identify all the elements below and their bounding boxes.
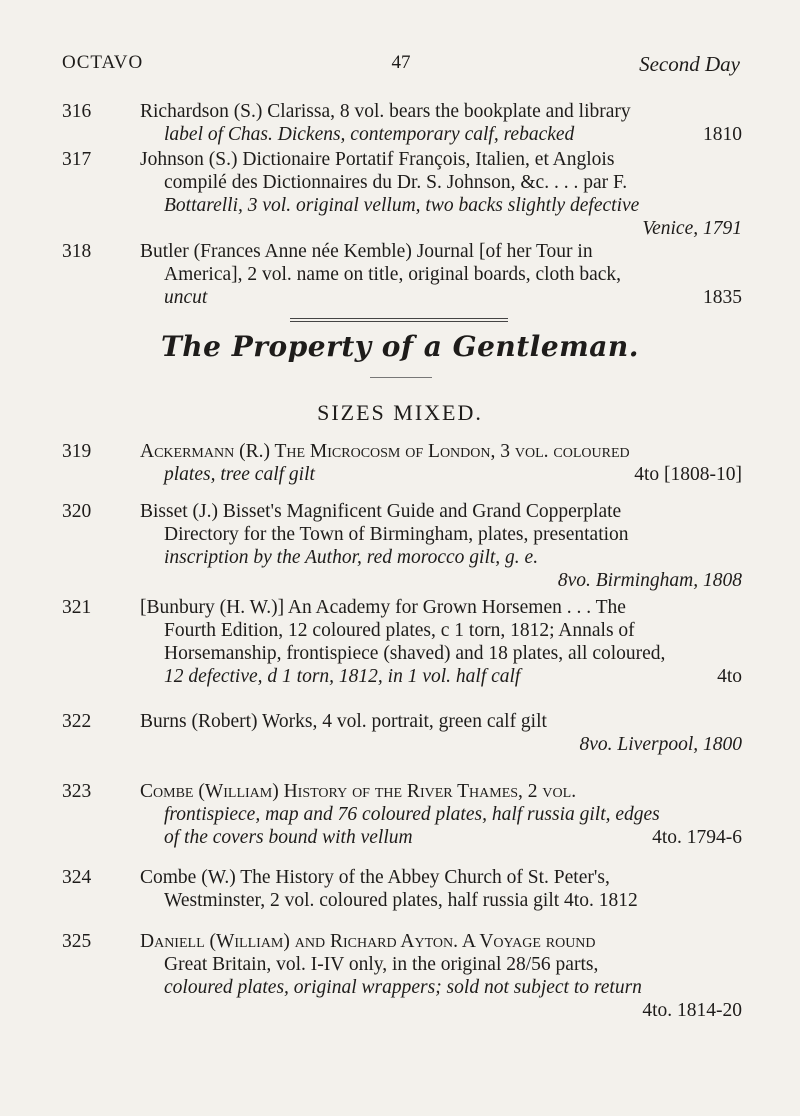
lot-line: Richardson (S.) Clarissa, 8 vol. bears the bookplate and library [140,101,631,122]
section-divider [290,318,508,322]
lot-line: Butler (Frances Anne née Kemble) Journal [of her Tour in [140,241,593,262]
lot-imprint: 4to [1808-10] [634,464,742,485]
lot-number: 320 [62,501,92,522]
lot-imprint: 4to. 1814-20 [642,1000,742,1021]
lot-line: uncut [164,287,208,308]
lot-entry [62,240,742,309]
lot-line: coloured plates, original wrappers; sold not subject to return [164,977,642,998]
lot-number: 322 [62,711,92,732]
lot-number: 323 [62,781,92,802]
lot-line: inscription by the Author, red morocco gilt, g. e. [164,547,539,568]
lot-line: Daniell (William) and Richard Ayton. A Voyage round [140,931,596,952]
lot-number: 325 [62,931,92,952]
lot-entry [62,148,742,240]
ornament-rule [370,377,432,378]
page-header [62,52,740,82]
lot-line: Directory for the Town of Birmingham, plates, presentation [164,524,629,545]
lot-entry [62,866,742,912]
lot-line: America], 2 vol. name on title, original boards, cloth back, [164,264,622,285]
lot-line: plates, tree calf gilt [164,464,315,485]
lot-line: Fourth Edition, 12 coloured plates, c 1 torn, 1812; Annals of [164,620,635,641]
lot-entry [62,710,742,756]
section-title: The Property of a Gentleman. [160,330,640,363]
lot-entry [62,100,742,146]
lot-line: Combe (William) History of the River Thames, 2 vol. [140,781,577,802]
lot-line: Johnson (S.) Dictionaire Portatif François, Italien, et Anglois [140,149,615,170]
lot-number: 321 [62,597,92,618]
lot-line: Bisset (J.) Bisset's Magnificent Guide and Grand Copperplate [140,501,622,522]
lot-line: Horsemanship, frontispiece (shaved) and 18 plates, all coloured, [164,643,666,664]
header-day: Second Day [639,52,740,76]
lot-line: 12 defective, d 1 torn, 1812, in 1 vol. half calf [164,666,521,687]
lot-entry [62,500,742,592]
lot-imprint: 8vo. Birmingham, 1808 [557,570,742,591]
lot-entry [62,440,742,486]
lot-imprint: 1835 [703,287,742,308]
header-format: OCTAVO [62,52,144,73]
lot-line: Bottarelli, 3 vol. original vellum, two backs slightly defective [164,195,640,216]
lot-line: frontispiece, map and 76 coloured plates, half russia gilt, edges [164,804,660,825]
lot-entry [62,596,742,688]
lot-line: Ackermann (R.) The Microcosm of London, 3 vol. coloured [140,441,630,462]
lot-line: [Bunbury (H. W.)] An Academy for Grown Horsemen . . . The [140,597,626,618]
lot-imprint: 8vo. Liverpool, 1800 [579,734,742,755]
lot-number: 316 [62,101,92,122]
lot-number: 317 [62,149,92,170]
lot-number: 319 [62,441,92,462]
lot-entry [62,930,742,1022]
lot-imprint: Venice, 1791 [642,218,742,239]
lot-number: 324 [62,867,92,888]
lot-entry [62,780,742,849]
page-number: 47 [391,52,411,73]
lot-line: compilé des Dictionnaires du Dr. S. Johnson, &c. . . . par F. [164,172,628,193]
lot-line: label of Chas. Dickens, contemporary calf, rebacked [164,124,575,145]
lot-line: of the covers bound with vellum [164,827,413,848]
lot-line: Westminster, 2 vol. coloured plates, half russia gilt 4to. 1812 [164,890,638,911]
lot-number: 318 [62,241,92,262]
lot-line: Great Britain, vol. I-IV only, in the original 28/56 parts, [164,954,599,975]
lot-line: Combe (W.) The History of the Abbey Church of St. Peter's, [140,867,610,888]
lot-imprint: 4to [717,666,742,687]
lot-line: Burns (Robert) Works, 4 vol. portrait, green calf gilt [140,711,547,732]
lot-imprint: 1810 [703,124,742,145]
lot-imprint: 4to. 1794-6 [652,827,742,848]
section-subheading: SIZES MIXED. [317,400,483,425]
